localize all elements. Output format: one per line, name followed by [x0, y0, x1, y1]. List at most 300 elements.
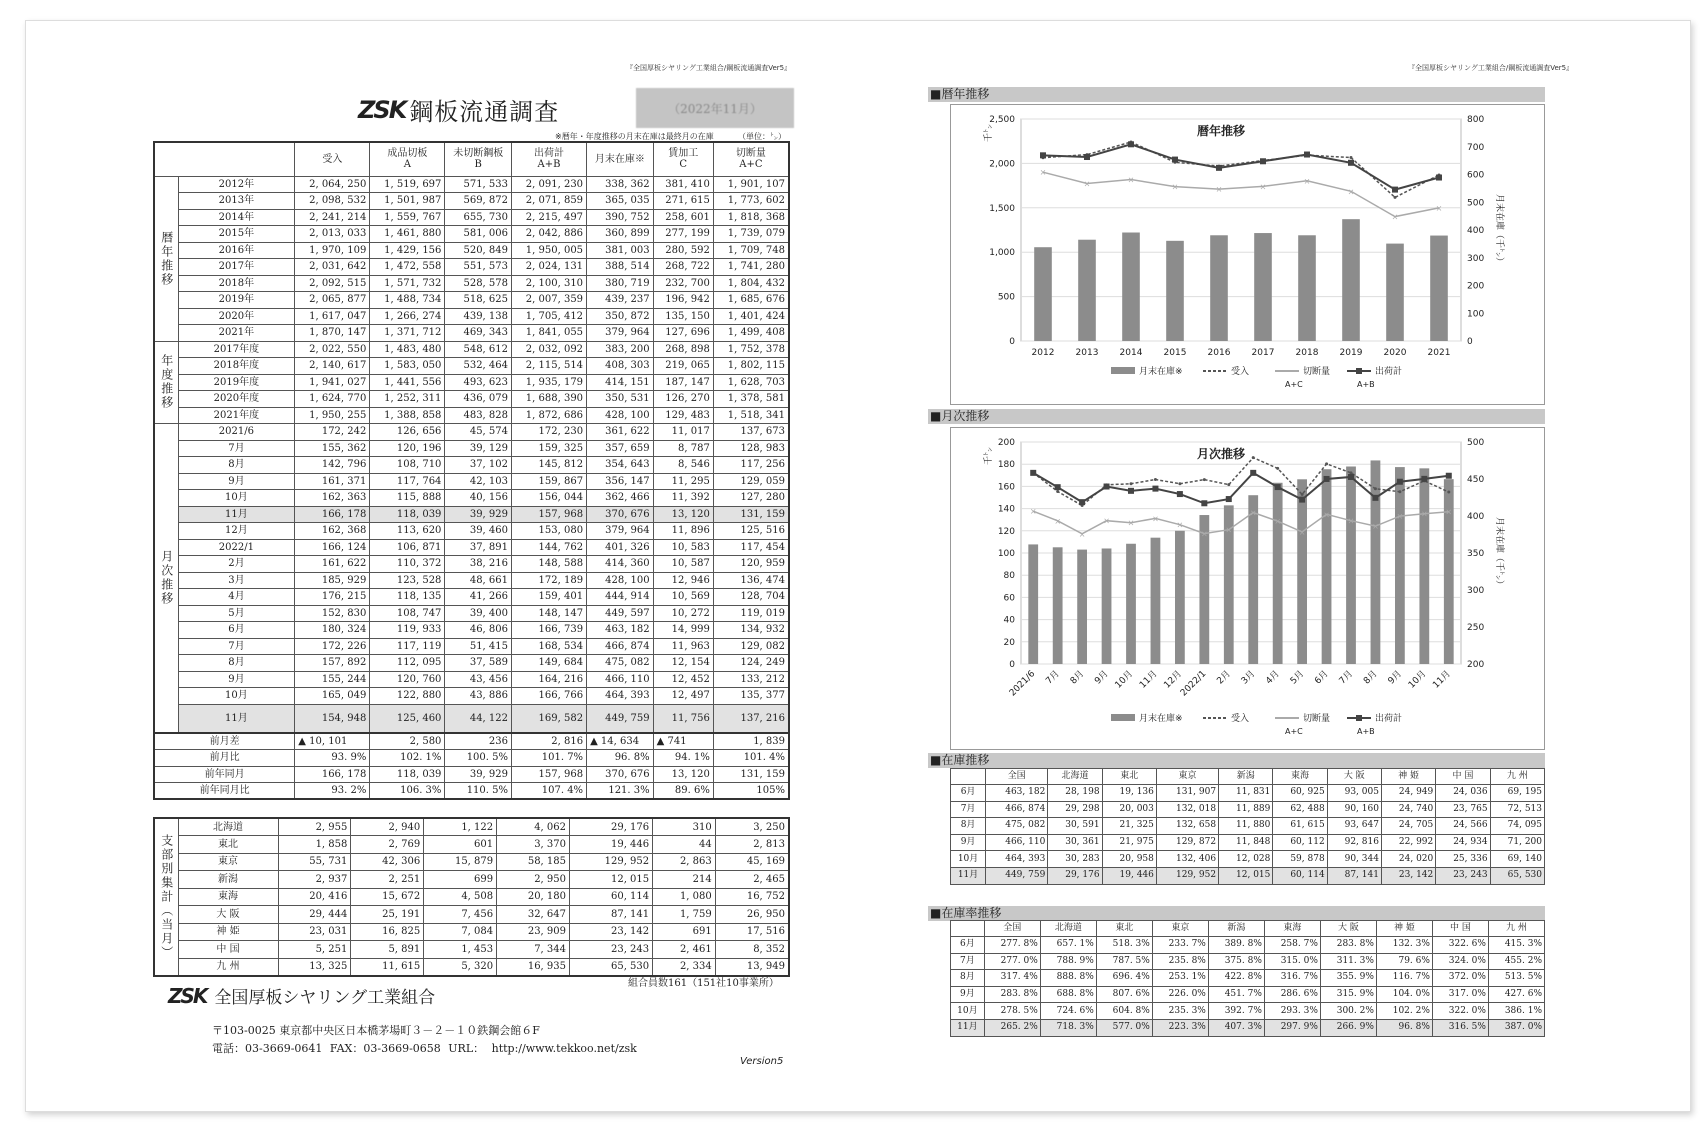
- bar: [1254, 233, 1272, 341]
- data-cell: 152, 830: [295, 605, 370, 622]
- line-marker: ×: [1215, 185, 1223, 195]
- column-header: 大 阪: [1320, 921, 1376, 937]
- data-cell: 1, 453: [424, 941, 497, 959]
- x-tick-label: 2022/1: [1178, 669, 1209, 699]
- section-stock-rate: ■在庫率推移: [928, 906, 1545, 921]
- line-marker: [1392, 187, 1398, 193]
- legend-marker: [1356, 715, 1362, 721]
- data-cell: 60, 114: [1273, 867, 1327, 884]
- data-cell: 161, 622: [295, 556, 370, 573]
- data-cell: 439, 138: [445, 308, 512, 325]
- data-cell: 277, 199: [653, 226, 713, 243]
- data-cell: 1, 488, 734: [370, 292, 445, 309]
- table-row: [154, 605, 789, 622]
- data-cell: 2, 950: [497, 871, 570, 889]
- monthly-chart: [951, 428, 1546, 751]
- data-cell: 414, 151: [587, 374, 654, 391]
- data-cell: 280, 592: [653, 242, 713, 259]
- data-cell: 118, 135: [370, 589, 445, 606]
- data-cell: 58, 185: [497, 853, 570, 871]
- data-cell: 24, 036: [1436, 785, 1490, 802]
- line-marker: ×: [1347, 516, 1355, 526]
- compare-row: [154, 783, 789, 800]
- data-cell: 2, 022, 550: [295, 341, 370, 358]
- main-table: [153, 141, 790, 800]
- table-row: [951, 937, 1545, 954]
- data-cell: 144, 762: [512, 539, 587, 556]
- data-cell: 2, 955: [278, 818, 351, 836]
- data-cell: 129, 059: [713, 473, 789, 490]
- column-header: 北海道: [1048, 769, 1102, 785]
- data-cell: 1, 388, 858: [370, 407, 445, 424]
- bar: [1346, 466, 1356, 664]
- data-cell: 131, 159: [713, 506, 789, 523]
- data-cell: 518. 3%: [1096, 937, 1152, 954]
- data-cell: 72, 513: [1490, 801, 1544, 818]
- data-cell: 16, 752: [715, 888, 789, 906]
- data-cell: 464, 393: [986, 851, 1048, 868]
- data-cell: 699: [424, 871, 497, 889]
- data-cell: 5, 320: [424, 958, 497, 976]
- chart-title: 月次推移: [1196, 447, 1246, 461]
- data-cell: 19, 136: [1102, 785, 1156, 802]
- data-cell: 381, 410: [653, 176, 713, 193]
- brand: [358, 92, 559, 127]
- data-cell: 172, 242: [295, 424, 370, 441]
- branch-name: 東海: [178, 888, 278, 906]
- data-cell: 2, 251: [351, 871, 424, 889]
- y2-tick-label: 300: [1467, 586, 1485, 596]
- data-cell: 10, 587: [653, 556, 713, 573]
- series-line: [1043, 142, 1439, 197]
- column-header: 出荷計 A+B: [512, 142, 587, 176]
- data-cell: 62, 488: [1273, 801, 1327, 818]
- table-row: [154, 655, 789, 672]
- data-cell: 21, 325: [1102, 818, 1156, 835]
- data-cell: 414, 360: [587, 556, 654, 573]
- data-cell: 162, 363: [295, 490, 370, 507]
- data-cell: 381, 003: [587, 242, 654, 259]
- data-cell: 520, 849: [445, 242, 512, 259]
- x-tick-label: 5月: [1288, 669, 1307, 687]
- data-cell: 219, 065: [653, 358, 713, 375]
- data-cell: 117, 764: [370, 473, 445, 490]
- data-cell: 11, 615: [351, 958, 424, 976]
- line-marker: ×: [1323, 510, 1330, 520]
- data-cell: 283. 8%: [1320, 937, 1376, 954]
- data-cell: 1, 802, 115: [713, 358, 789, 375]
- data-cell: 258, 601: [653, 209, 713, 226]
- branch-row: [154, 906, 789, 924]
- table-row: [951, 785, 1545, 802]
- data-cell: 581, 006: [445, 226, 512, 243]
- data-cell: 422. 8%: [1208, 970, 1264, 987]
- data-cell: 127, 280: [713, 490, 789, 507]
- month-label: 9月: [951, 834, 986, 851]
- line-marker: ×: [1029, 507, 1037, 517]
- y-tick-label: 2,000: [989, 159, 1015, 170]
- line-marker: [1227, 483, 1230, 486]
- data-cell: 19, 446: [570, 836, 653, 854]
- data-cell: 157, 968: [512, 506, 587, 523]
- data-cell: 315. 0%: [1264, 953, 1320, 970]
- data-cell: 127, 696: [653, 325, 713, 342]
- data-cell: 11, 017: [653, 424, 713, 441]
- data-cell: 30, 361: [1048, 834, 1102, 851]
- footer-org: [168, 983, 435, 1008]
- period-stamp: （2022年11月）: [636, 88, 794, 128]
- bar: [1126, 544, 1136, 664]
- table-row: [154, 671, 789, 688]
- data-cell: 117, 256: [713, 457, 789, 474]
- data-cell: 12, 497: [653, 688, 713, 705]
- x-tick-label: 8月: [1068, 669, 1087, 687]
- data-cell: 90, 344: [1327, 851, 1381, 868]
- data-cell: 39, 929: [445, 506, 512, 523]
- data-cell: 293. 3%: [1264, 1003, 1320, 1020]
- data-cell: 119, 933: [370, 622, 445, 639]
- table-row: [154, 292, 789, 309]
- line-marker: [1104, 484, 1110, 490]
- x-tick-label: 11月: [1138, 669, 1160, 691]
- data-cell: 1, 970, 109: [295, 242, 370, 259]
- data-cell: 25, 336: [1436, 851, 1490, 868]
- line-marker: [1216, 165, 1222, 171]
- x-tick-label: 2013: [1075, 348, 1099, 358]
- data-cell: 214: [653, 871, 716, 889]
- data-cell: 361, 622: [587, 424, 654, 441]
- month-label: 8月: [951, 818, 986, 835]
- legend-sub-label: A+C: [1285, 727, 1303, 736]
- data-cell: 126, 270: [653, 391, 713, 408]
- x-tick-label: 2月: [1215, 669, 1233, 687]
- data-cell: 1, 950, 005: [512, 242, 587, 259]
- legend-sub-label: A+B: [1357, 380, 1375, 389]
- data-cell: 1, 858: [278, 836, 351, 854]
- series-line: [1033, 458, 1449, 506]
- data-cell: 29, 176: [1048, 867, 1102, 884]
- bar: [1053, 547, 1063, 664]
- data-cell: 355. 9%: [1320, 970, 1376, 987]
- data-cell: 104. 0%: [1376, 986, 1432, 1003]
- data-cell: 1, 705, 412: [512, 308, 587, 325]
- data-cell: 463, 182: [587, 622, 654, 639]
- data-cell: 107. 4%: [512, 783, 587, 800]
- data-cell: 12, 452: [653, 671, 713, 688]
- data-cell: 8, 352: [715, 941, 789, 959]
- line-marker: ×: [1152, 514, 1159, 524]
- y-axis-label: 千㌧: [984, 123, 994, 143]
- inventory-note: ※暦年・年度推移の月末在庫は最終月の在庫: [555, 132, 714, 141]
- data-cell: 23, 142: [570, 923, 653, 941]
- row-label: 4月: [178, 589, 295, 606]
- branch-name: 大 阪: [178, 906, 278, 924]
- data-cell: 30, 591: [1048, 818, 1102, 835]
- data-cell: 1, 266, 274: [370, 308, 445, 325]
- data-cell: 1, 752, 378: [713, 341, 789, 358]
- table-row: [154, 391, 789, 408]
- data-cell: 513. 5%: [1488, 970, 1544, 987]
- data-cell: 1, 804, 432: [713, 275, 789, 292]
- data-cell: 300. 2%: [1320, 1003, 1376, 1020]
- line-marker: [1325, 462, 1328, 465]
- data-cell: 11, 848: [1219, 834, 1273, 851]
- data-cell: 102. 2%: [1376, 1003, 1432, 1020]
- line-marker: [1299, 497, 1305, 503]
- data-cell: 2, 115, 514: [512, 358, 587, 375]
- data-cell: 1, 901, 107: [713, 176, 789, 193]
- data-cell: 350, 531: [587, 391, 654, 408]
- data-cell: 29, 444: [278, 906, 351, 924]
- y2-axis-label: 月末在庫（千㌧）: [1494, 193, 1504, 267]
- doc-ref-right: 『全国厚板シヤリング工業組合/鋼板流通調査Ver5』: [1408, 64, 1574, 72]
- data-cell: 148, 147: [512, 605, 587, 622]
- data-cell: 1, 870, 147: [295, 325, 370, 342]
- bar: [1419, 468, 1429, 664]
- bar: [1430, 236, 1448, 341]
- data-cell: 93. 2%: [295, 783, 370, 800]
- y2-tick-label: 0: [1467, 337, 1473, 347]
- table-row: [154, 275, 789, 292]
- month-label: 10月: [951, 1003, 985, 1020]
- data-cell: 69, 195: [1490, 785, 1544, 802]
- month-label: 9月: [951, 986, 985, 1003]
- data-cell: 129, 082: [713, 638, 789, 655]
- data-cell: 94. 1%: [653, 750, 713, 767]
- data-cell: 688. 8%: [1040, 986, 1096, 1003]
- data-cell: 12, 946: [653, 572, 713, 589]
- table-row: [951, 834, 1545, 851]
- line-marker: [1252, 456, 1255, 459]
- data-cell: 235. 3%: [1152, 1003, 1208, 1020]
- data-cell: 1, 122: [424, 818, 497, 836]
- data-cell: 115, 888: [370, 490, 445, 507]
- line-marker: ×: [1127, 175, 1135, 185]
- data-cell: 159, 401: [512, 589, 587, 606]
- row-label: 前月比: [154, 750, 295, 767]
- data-cell: 11, 756: [653, 704, 713, 733]
- bar: [1122, 232, 1140, 341]
- data-cell: 108, 747: [370, 605, 445, 622]
- table-row: [154, 358, 789, 375]
- data-cell: 408, 303: [587, 358, 654, 375]
- line-marker: [1348, 474, 1354, 480]
- data-cell: 807. 6%: [1096, 986, 1152, 1003]
- data-cell: 10, 569: [653, 589, 713, 606]
- row-label: 9月: [178, 473, 295, 490]
- data-cell: 17, 516: [715, 923, 789, 941]
- data-cell: 21, 975: [1102, 834, 1156, 851]
- data-cell: 87, 141: [570, 906, 653, 924]
- data-cell: 691: [653, 923, 716, 941]
- data-cell: 20, 180: [497, 888, 570, 906]
- data-cell: 428, 100: [587, 572, 654, 589]
- row-label: 2014年: [178, 209, 295, 226]
- data-cell: 2, 098, 532: [295, 193, 370, 210]
- annual-chart-box: [950, 104, 1545, 405]
- branch-name: 神 姫: [178, 923, 278, 941]
- row-label: 3月: [178, 572, 295, 589]
- data-cell: 148, 588: [512, 556, 587, 573]
- data-cell: 1, 559, 767: [370, 209, 445, 226]
- data-cell: 4, 508: [424, 888, 497, 906]
- column-header: 東北: [1102, 769, 1156, 785]
- row-label: 2月: [178, 556, 295, 573]
- bar: [1078, 240, 1096, 341]
- data-cell: 59, 878: [1273, 851, 1327, 868]
- data-cell: 1, 624, 770: [295, 391, 370, 408]
- data-cell: 1, 378, 581: [713, 391, 789, 408]
- data-cell: 16, 935: [497, 958, 570, 976]
- line-marker: [1436, 175, 1442, 181]
- row-label: 8月: [178, 457, 295, 474]
- row-label: 2013年: [178, 193, 295, 210]
- data-cell: 11, 963: [653, 638, 713, 655]
- data-cell: 493, 623: [445, 374, 512, 391]
- table-row: [154, 622, 789, 639]
- data-cell: 1, 759: [653, 906, 716, 924]
- data-cell: 92, 816: [1327, 834, 1381, 851]
- data-cell: 466, 110: [986, 834, 1048, 851]
- data-cell: 379, 964: [587, 523, 654, 540]
- month-label: 7月: [951, 953, 985, 970]
- data-cell: 356, 147: [587, 473, 654, 490]
- data-cell: 40, 156: [445, 490, 512, 507]
- y-tick-label: 500: [997, 292, 1015, 303]
- data-cell: 3, 370: [497, 836, 570, 854]
- data-cell: 475, 082: [587, 655, 654, 672]
- line-marker: ×: [1396, 512, 1404, 522]
- row-label: 2012年: [178, 176, 295, 193]
- data-cell: 2, 769: [351, 836, 424, 854]
- y-tick-label: 200: [997, 438, 1015, 448]
- data-cell: 439, 237: [587, 292, 654, 309]
- data-cell: 1, 571, 732: [370, 275, 445, 292]
- legend-label: 月末在庫※: [1139, 367, 1183, 377]
- data-cell: 172, 230: [512, 424, 587, 441]
- branch-name: 東北: [178, 836, 278, 854]
- data-cell: 41, 266: [445, 589, 512, 606]
- row-label: 前月差: [154, 733, 295, 750]
- data-cell: 48, 661: [445, 572, 512, 589]
- data-cell: 129, 952: [570, 853, 653, 871]
- data-cell: 166, 178: [295, 506, 370, 523]
- data-cell: 102. 1%: [370, 750, 445, 767]
- data-cell: 24, 566: [1436, 818, 1490, 835]
- row-label: 2021/6: [178, 424, 295, 441]
- data-cell: 159, 325: [512, 440, 587, 457]
- y-tick-label: 160: [997, 482, 1015, 493]
- data-cell: 4, 062: [497, 818, 570, 836]
- annual-chart: [951, 105, 1546, 406]
- line-marker: [1178, 482, 1181, 485]
- data-cell: 449, 759: [587, 704, 654, 733]
- column-header: 大 阪: [1327, 769, 1381, 785]
- data-cell: 277. 0%: [984, 953, 1040, 970]
- data-cell: 1, 935, 179: [512, 374, 587, 391]
- x-tick-label: 4月: [1264, 669, 1282, 687]
- data-cell: 571, 533: [445, 176, 512, 193]
- data-cell: 123, 528: [370, 572, 445, 589]
- data-cell: 55, 731: [278, 853, 351, 871]
- data-cell: 119, 019: [713, 605, 789, 622]
- x-tick-label: 2018: [1295, 348, 1319, 358]
- y2-tick-label: 600: [1467, 170, 1485, 181]
- y-tick-label: 80: [1003, 571, 1015, 582]
- data-cell: 324. 0%: [1432, 953, 1488, 970]
- table-row: [154, 473, 789, 490]
- stock-rate-table: [950, 920, 1545, 1037]
- group-label: 年度推移: [154, 341, 178, 424]
- line-marker: [1350, 471, 1353, 474]
- data-cell: 23, 243: [570, 941, 653, 959]
- data-cell: 350, 872: [587, 308, 654, 325]
- data-cell: 390, 752: [587, 209, 654, 226]
- data-cell: 532, 464: [445, 358, 512, 375]
- data-cell: 601: [424, 836, 497, 854]
- data-cell: 724. 6%: [1040, 1003, 1096, 1020]
- data-cell: 7, 344: [497, 941, 570, 959]
- data-cell: 466, 874: [986, 801, 1048, 818]
- bar: [1386, 244, 1404, 341]
- column-header: 東海: [1273, 769, 1327, 785]
- column-header: 東北: [1096, 921, 1152, 937]
- compare-row: [154, 750, 789, 767]
- legend-swatch: [1111, 367, 1135, 374]
- line-marker: [1374, 487, 1377, 490]
- data-cell: 106, 871: [370, 539, 445, 556]
- data-cell: 46, 806: [445, 622, 512, 639]
- data-cell: 2, 816: [512, 733, 587, 750]
- data-cell: 128, 704: [713, 589, 789, 606]
- line-marker: ×: [1249, 508, 1257, 518]
- line-marker: [1128, 488, 1134, 494]
- row-label: 6月: [178, 622, 295, 639]
- corner-cell: [951, 921, 985, 937]
- x-tick-label: 2012: [1031, 348, 1055, 358]
- data-cell: 153, 080: [512, 523, 587, 540]
- row-label: 5月: [178, 605, 295, 622]
- data-cell: 65, 530: [570, 958, 653, 976]
- data-cell: 134, 932: [713, 622, 789, 639]
- month-label: 10月: [951, 851, 986, 868]
- bar: [1028, 544, 1038, 664]
- page-title: 鋼板流通調査: [409, 98, 560, 126]
- line-marker: ×: [1274, 517, 1282, 527]
- column-header: 月末在庫※: [587, 142, 654, 176]
- line-marker: [1372, 495, 1378, 501]
- data-cell: 1, 501, 987: [370, 193, 445, 210]
- data-cell: ▲ 14, 634: [587, 733, 654, 750]
- table-row: [154, 209, 789, 226]
- table-row: [154, 523, 789, 540]
- bar: [1175, 531, 1185, 664]
- line-marker: [1154, 478, 1157, 481]
- line-marker: ×: [1347, 187, 1355, 197]
- branch-name: 中 国: [178, 941, 278, 959]
- data-cell: 464, 393: [587, 688, 654, 705]
- doc-ref-left: 『全国厚板シヤリング工業組合/鋼板流通調査Ver5』: [626, 64, 792, 72]
- data-cell: 604. 8%: [1096, 1003, 1152, 1020]
- data-cell: 28, 198: [1048, 785, 1102, 802]
- line-marker: [1421, 476, 1427, 482]
- data-cell: 375. 8%: [1208, 953, 1264, 970]
- data-cell: 137, 216: [713, 704, 789, 733]
- row-label: 2017年: [178, 259, 295, 276]
- data-cell: 415. 3%: [1488, 937, 1544, 954]
- data-cell: 22, 992: [1381, 834, 1435, 851]
- corner-cell: [951, 769, 986, 785]
